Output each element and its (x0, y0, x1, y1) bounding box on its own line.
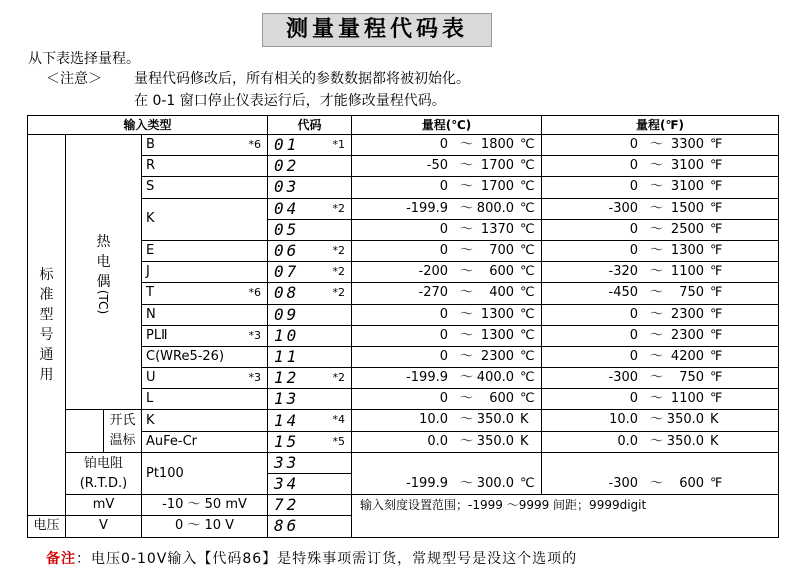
range-c-tilde: ～ (460, 264, 474, 280)
range-f-high: 4200 (670, 348, 705, 364)
range-c-high: 1800 (480, 137, 515, 152)
range-c (352, 431, 542, 452)
range-f-unit: ℉ (710, 221, 723, 237)
range-c-tilde: ～ (460, 327, 474, 343)
type-label: L (146, 391, 154, 407)
range-c-unit: ℃ (520, 348, 535, 364)
range-c-high: 2300 (480, 348, 515, 364)
range-f-unit: K (710, 412, 719, 428)
range-f-tilde: ～ (650, 476, 664, 492)
range-f-high: 2300 (670, 306, 705, 322)
input-type-name (142, 304, 268, 325)
input-type-name (142, 198, 268, 240)
range-code (268, 135, 352, 156)
range-code (268, 410, 352, 431)
code-value: 03 (274, 177, 300, 197)
range-f-high: 350.0 (666, 433, 705, 449)
range-f-tilde: ～ (650, 327, 664, 343)
range-c-low: -199.9 (406, 476, 449, 492)
input-scale-note: 输入刻度设置范围；-1999 ～9999 间距；9999digit (352, 495, 779, 537)
range-c-low: 0 (439, 348, 449, 364)
type-label: S (146, 179, 155, 195)
range-f-low: -300 (608, 476, 639, 492)
range-c-unit: ℃ (520, 137, 535, 152)
range-f-low: 0 (629, 179, 639, 195)
range-c-low: -200 (418, 264, 449, 280)
code-note: *5 (332, 434, 346, 448)
range-code (268, 240, 352, 261)
range-f-low: 0.0 (617, 433, 639, 449)
range-c-low: 0 (439, 137, 449, 152)
code-value: 05 (274, 219, 300, 239)
range-f-unit: ℉ (710, 158, 723, 174)
range-c (352, 368, 542, 389)
group-thermocouple: 热 电 偶 (TC) (66, 135, 142, 410)
range-f-low: -300 (608, 370, 639, 386)
mv-label: mV (66, 495, 142, 516)
range-code (268, 219, 352, 240)
header-code: 代码 (268, 116, 352, 135)
range-c (352, 283, 542, 304)
range-c-low: -50 (426, 158, 449, 174)
code-value: 08 (274, 283, 300, 303)
range-f-high: 1100 (670, 264, 705, 280)
code-value: 10 (274, 325, 300, 345)
range-f-unit: ℉ (710, 137, 723, 152)
input-type-name (142, 431, 268, 452)
range-f-high: 350.0 (666, 412, 705, 428)
range-f-high: 750 (679, 285, 705, 301)
range-code (268, 389, 352, 410)
range-c (352, 262, 542, 283)
range-code (268, 262, 352, 283)
header-range-c: 量程(℃) (352, 116, 542, 135)
range-f-tilde: ～ (650, 137, 664, 152)
range-code: 86 (268, 516, 352, 537)
range-f-high: 600 (679, 476, 705, 492)
type-label: C(WRe5-26) (146, 348, 225, 364)
table-row (28, 495, 779, 516)
type-note: *6 (248, 286, 262, 300)
code-value: 07 (274, 262, 300, 282)
volt-label: V (66, 516, 142, 537)
type-label: PLⅡ (146, 327, 168, 343)
range-c (352, 410, 542, 431)
range-c-high: 350.0 (476, 433, 515, 449)
range-c-low: 10.0 (419, 412, 449, 428)
range-f-high: 2500 (670, 221, 705, 237)
range-f-tilde: ～ (650, 348, 664, 364)
range-c-unit: K (520, 412, 529, 428)
range-c (352, 198, 542, 219)
range-c-unit: ℃ (520, 476, 535, 492)
range-c (352, 219, 542, 240)
range-c-tilde: ～ (460, 412, 474, 428)
range-c-low: 0 (439, 221, 449, 237)
input-type-name (142, 262, 268, 283)
group-standard: 标 准 型 号 通 用 (28, 135, 66, 516)
range-c (352, 474, 541, 494)
range-c (352, 240, 542, 261)
range-c-tilde: ～ (460, 370, 474, 386)
range-c (352, 135, 542, 156)
type-label: U (146, 370, 156, 386)
type-note: *6 (248, 138, 262, 151)
code-value: 09 (274, 304, 300, 324)
type-label: K (146, 412, 155, 428)
range-f-high: 750 (679, 370, 705, 386)
range-f-high: 2300 (670, 327, 705, 343)
code-value: 12 (274, 368, 300, 388)
rtd-line-1: 铂电阻 (83, 455, 123, 471)
range-c-tilde: ～ (460, 158, 474, 174)
bottom-remark (46, 548, 577, 568)
range-c-tilde: ～ (460, 221, 474, 237)
range-c-unit: ℃ (520, 264, 535, 280)
range-f (542, 389, 779, 410)
range-c-high: 600 (489, 391, 515, 407)
code-value: 14 (274, 410, 300, 430)
code-value: 01 (274, 135, 300, 155)
input-type-name (142, 283, 268, 304)
range-code: 34 (268, 474, 352, 495)
range-f-high: 3100 (670, 179, 705, 195)
range-c-tilde: ～ (460, 348, 474, 364)
range-f-low: 0 (629, 137, 639, 152)
intro-line-3: 在 0-1 窗口停止仪表运行后，才能修改量程代码。 (134, 93, 446, 109)
code-note: *2 (332, 265, 346, 279)
range-code (268, 156, 352, 177)
range-f (542, 283, 779, 304)
range-c-low: 0 (439, 242, 449, 258)
range-f-unit: ℉ (710, 370, 723, 386)
type-label: AuFe-Cr (146, 433, 198, 449)
type-label: T (146, 285, 154, 301)
code-note: *2 (332, 371, 346, 385)
range-f (542, 135, 779, 156)
type-label: E (146, 243, 155, 259)
table-header (28, 116, 779, 135)
range-code (268, 346, 352, 367)
range-c-low: 0 (439, 306, 449, 322)
range-c-unit: ℃ (520, 179, 535, 195)
range-c-high: 1700 (480, 179, 515, 195)
range-f-high: 3300 (670, 137, 705, 152)
input-type-name (142, 346, 268, 367)
group-kaishi: 开氏 温标 (104, 410, 142, 452)
range-c (352, 389, 542, 410)
intro-note-label: ＜注意＞ (46, 71, 102, 87)
range-f (542, 198, 779, 219)
range-f (542, 156, 779, 177)
range-f-unit: ℉ (710, 242, 723, 258)
input-type-name (142, 240, 268, 261)
range-f (542, 240, 779, 261)
code-value: 13 (274, 389, 300, 409)
type-label: K (146, 211, 155, 227)
range-f-low: 0 (629, 221, 639, 237)
range-f-unit: ℉ (710, 264, 723, 280)
range-f-low: 0 (629, 391, 639, 407)
range-f-unit: K (710, 433, 719, 449)
range-f (542, 452, 779, 494)
range-f (542, 410, 779, 431)
group-voltage: 电压 (28, 516, 66, 537)
range-c-low: 0.0 (427, 433, 449, 449)
range-f (542, 346, 779, 367)
range-c-tilde: ～ (460, 200, 474, 216)
code-value: 15 (274, 431, 300, 451)
range-f-unit: ℉ (710, 476, 723, 492)
range-c-high: 350.0 (476, 412, 515, 428)
input-type-name: Pt100 (142, 452, 268, 494)
input-type-name (142, 177, 268, 198)
range-f-low: 0 (629, 242, 639, 258)
range-c-high: 700 (489, 242, 515, 258)
group-blank (66, 410, 104, 452)
page-title: 测量量程代码表 (262, 13, 492, 47)
volt-range: 0 ～ 10 V (142, 516, 268, 537)
range-f-unit: ℉ (710, 391, 723, 407)
range-c (352, 156, 542, 177)
range-c (352, 452, 542, 494)
range-c-low: 0 (439, 179, 449, 195)
range-f-unit: ℉ (710, 179, 723, 195)
range-c (352, 177, 542, 198)
remark-text: ：电压0-10V输入【代码86】是特殊事项需订货，常规型号是没这个选项的 (76, 551, 578, 567)
range-f-tilde: ～ (650, 264, 664, 280)
range-f-tilde: ～ (650, 200, 664, 216)
range-f (542, 368, 779, 389)
range-c (352, 304, 542, 325)
range-code (268, 431, 352, 452)
range-code (268, 304, 352, 325)
range-c-tilde: ～ (460, 391, 474, 407)
type-label: B (146, 137, 155, 153)
range-c-unit: ℃ (520, 327, 535, 343)
range-f-high: 3100 (670, 158, 705, 174)
type-label: J (146, 264, 150, 280)
range-c-tilde: ～ (460, 137, 474, 152)
table-row (28, 135, 779, 156)
range-code (268, 177, 352, 198)
range-c-unit: ℃ (520, 391, 535, 407)
code-value: 06 (274, 241, 300, 261)
range-c-unit: K (520, 433, 529, 449)
range-f-unit: ℉ (710, 200, 723, 216)
type-note: *3 (248, 371, 262, 385)
input-type-name (142, 410, 268, 431)
range-f-tilde: ～ (650, 158, 664, 174)
code-value: 02 (274, 156, 300, 176)
range-f-tilde: ～ (650, 412, 664, 428)
range-c-unit: ℃ (520, 285, 535, 301)
range-code (268, 283, 352, 304)
range-c-low: 0 (439, 391, 449, 407)
range-c-high: 400 (489, 285, 515, 301)
group-rtd (66, 452, 142, 494)
range-c-low: -199.9 (406, 200, 449, 216)
range-f (542, 219, 779, 240)
input-type-name (142, 135, 268, 156)
range-c-tilde: ～ (460, 476, 474, 492)
range-c-unit: ℃ (520, 306, 535, 322)
rtd-line-2: (R.T.D.) (79, 475, 128, 491)
table-row (28, 452, 779, 473)
range-f-tilde: ～ (650, 391, 664, 407)
code-note: *2 (332, 201, 346, 215)
range-f-tilde: ～ (650, 285, 664, 301)
range-c-unit: ℃ (520, 158, 535, 174)
range-code: 72 (268, 495, 352, 516)
range-f-low: 0 (629, 348, 639, 364)
remark-label: 备注 (46, 551, 76, 567)
range-c-unit: ℃ (520, 200, 535, 216)
type-label: R (146, 158, 156, 174)
range-f-low: 0 (629, 158, 639, 174)
range-f-tilde: ～ (650, 370, 664, 386)
intro-line-2: 量程代码修改后，所有相关的参数数据都将被初始化。 (134, 71, 470, 87)
range-c-tilde: ～ (460, 242, 474, 258)
range-c-unit: ℃ (520, 221, 535, 237)
range-f-low: 0 (629, 327, 639, 343)
input-type-name (142, 389, 268, 410)
range-f-unit: ℉ (710, 306, 723, 322)
range-f-tilde: ～ (650, 221, 664, 237)
range-f-low: 10.0 (609, 412, 639, 428)
range-c-tilde: ～ (460, 285, 474, 301)
intro-line-1: 从下表选择量程。 (28, 51, 140, 67)
range-c (352, 325, 542, 346)
code-note: *1 (332, 138, 346, 151)
range-code (268, 198, 352, 219)
type-label: N (146, 306, 156, 322)
range-c-high: 1300 (480, 306, 515, 322)
range-c-low: -199.9 (406, 370, 449, 386)
range-f-unit: ℉ (710, 285, 723, 301)
range-c-low: 0 (439, 327, 449, 343)
range-f (542, 304, 779, 325)
range-c-high: 400.0 (476, 370, 515, 386)
range-c-unit: ℃ (520, 242, 535, 258)
range-f-low: -450 (608, 285, 639, 301)
range-f-high: 1300 (670, 242, 705, 258)
range-c-high: 1370 (480, 221, 515, 237)
range-f-tilde: ～ (650, 179, 664, 195)
range-c-high: 300.0 (476, 476, 515, 492)
range-c-high: 1700 (480, 158, 515, 174)
range-code: 33 (268, 452, 352, 473)
range-f-tilde: ～ (650, 433, 664, 449)
range-c-tilde: ～ (460, 306, 474, 322)
range-f-high: 1100 (670, 391, 705, 407)
range-f-low: -300 (608, 200, 639, 216)
range-code (268, 325, 352, 346)
code-value: 04 (274, 198, 300, 218)
range-f-unit: ℉ (710, 348, 723, 364)
range-c-high: 600 (489, 264, 515, 280)
range-f-tilde: ～ (650, 242, 664, 258)
range-f (542, 474, 778, 494)
range-f (542, 177, 779, 198)
range-c-low: -270 (418, 285, 449, 301)
range-f-tilde: ～ (650, 306, 664, 322)
range-c-tilde: ～ (460, 433, 474, 449)
range-c-high: 800.0 (476, 200, 515, 216)
mv-range: -10 ～ 50 mV (142, 495, 268, 516)
input-type-name (142, 156, 268, 177)
code-value: 11 (274, 346, 300, 366)
range-f (542, 325, 779, 346)
code-note: *4 (332, 413, 346, 427)
table-row (28, 410, 779, 431)
code-note: *2 (332, 286, 346, 300)
range-code (268, 368, 352, 389)
input-type-name (142, 325, 268, 346)
header-range-f: 量程(℉) (542, 116, 779, 135)
range-code-table (27, 115, 779, 538)
header-input-type: 输入类型 (28, 116, 268, 135)
range-f (542, 262, 779, 283)
range-c-high: 1300 (480, 327, 515, 343)
range-c-tilde: ～ (460, 179, 474, 195)
range-c (352, 346, 542, 367)
range-f-high: 1500 (670, 200, 705, 216)
code-note: *2 (332, 243, 346, 257)
type-note: *3 (248, 328, 262, 342)
input-type-name (142, 368, 268, 389)
range-c-unit: ℃ (520, 370, 535, 386)
range-f (542, 431, 779, 452)
range-f-low: -320 (608, 264, 639, 280)
range-f-unit: ℉ (710, 327, 723, 343)
range-f-low: 0 (629, 306, 639, 322)
